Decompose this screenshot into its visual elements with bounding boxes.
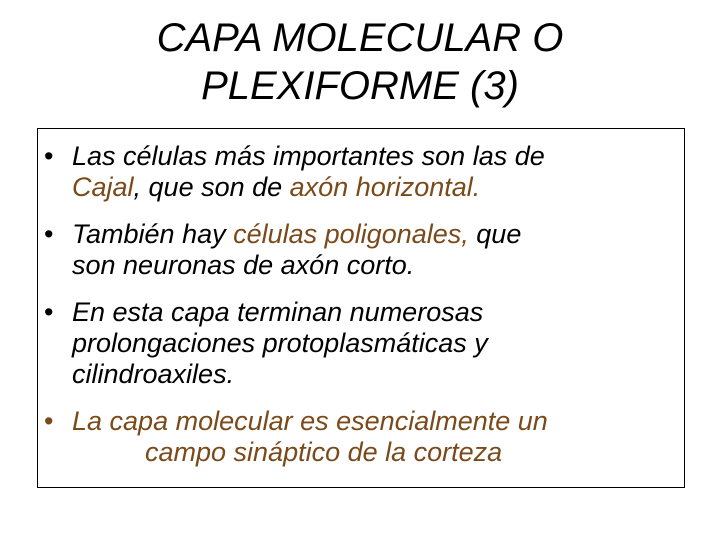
bullet-line: cilindroaxiles. [72, 359, 235, 389]
bullet-icon: • [44, 141, 54, 171]
bullet-line: campo sináptico de la corteza [145, 437, 503, 467]
bullet-line: En esta capa terminan numerosas [72, 297, 484, 327]
bullet-icon: • [44, 406, 54, 436]
bullet-line [72, 219, 692, 250]
highlight-term: axón horizontal. [289, 172, 481, 202]
bullet-line: son neuronas de axón corto. [72, 250, 415, 280]
bullet-text [72, 406, 692, 468]
bullet-text [72, 219, 692, 281]
bullet-line: prolongaciones protoplasmáticas y [72, 328, 488, 358]
bullet-icon: • [44, 297, 54, 327]
bullet-line: La capa molecular es esencialmente un [72, 406, 548, 436]
bullet-line [72, 172, 692, 203]
bullet-text [72, 141, 692, 203]
bullet-text-segment: que [468, 219, 522, 249]
bullet-text-segment: También hay [72, 219, 234, 249]
slide-title-line-2: PLEXIFORME (3) [201, 64, 519, 108]
bullet-text [72, 297, 692, 390]
highlight-term: Cajal [72, 172, 134, 202]
bullet-line: Las células más importantes son las de [72, 141, 545, 171]
bullet-icon: • [44, 219, 54, 249]
slide-title [0, 14, 720, 110]
bullet-text-segment: , que son de [133, 172, 290, 202]
highlight-term: células poligonales, [233, 219, 469, 249]
slide-title-line-1: CAPA MOLECULAR O [156, 16, 564, 60]
